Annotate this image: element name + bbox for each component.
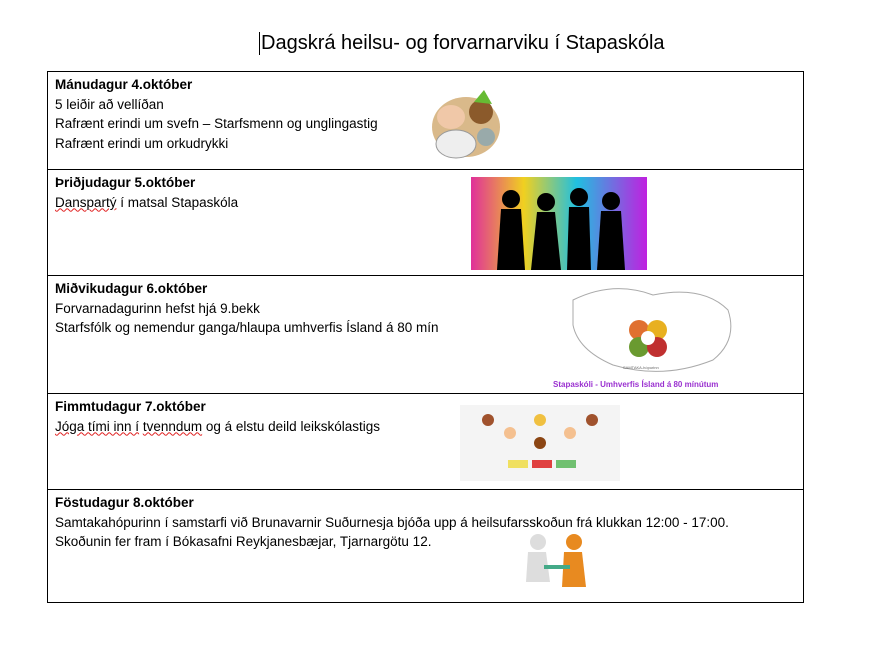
schedule-row-monday [48, 72, 804, 170]
day-heading: Miðvikudagur 6.október [55, 281, 208, 296]
schedule-row-friday [48, 490, 804, 603]
day-heading: Mánudagur 4.október [55, 77, 193, 92]
schedule-row-thursday [48, 394, 804, 490]
document-title: Dagskrá heilsu- og forvarnarviku í Stapaskóla [261, 32, 665, 54]
dance-party-image [471, 177, 647, 270]
schedule-row-tuesday [48, 170, 804, 276]
event-text: Jóga tími inn í [55, 418, 140, 434]
event-text: í matsal Stapaskóla [120, 194, 239, 210]
event-line: Skoðunin fer fram í Bókasafni Reykjanesbæjar, Tjarnargötu 12. [55, 534, 432, 549]
event-line: Rafrænt erindi um svefn – Starfsmenn og unglingastig [55, 116, 378, 131]
day-heading: Föstudagur 8.október [55, 495, 194, 510]
event-line: Starfsfólk og nemendur ganga/hlaupa umhverfis Ísland á 80 mín [55, 320, 439, 335]
map-caption: Stapaskóli - Umhverfis Ísland á 80 mínútum [553, 380, 719, 389]
event-text: tvenndum [142, 418, 203, 434]
event-line: 5 leiðir að vellíðan [55, 96, 164, 112]
event-text: og á elstu deild leikskólastigs [205, 418, 380, 434]
health-check-image [516, 527, 596, 595]
event-text: Danspartý [55, 194, 117, 210]
logo-text: SAMTAKA-hópurinn [623, 365, 659, 370]
schedule-row-wednesday [48, 276, 804, 394]
day-heading: Fimmtudagur 7.október [55, 399, 206, 414]
day-heading: Þriðjudagur 5.október [55, 175, 196, 190]
event-line: Forvarnadagurinn hefst hjá 9.bekk [55, 300, 260, 316]
event-line: Samtakahópurinn í samstarfi við Brunavarnir Suðurnesja bjóða upp á heilsufarsskoðun frá klukkan 12:00 - 17:00. [55, 514, 729, 530]
iceland-map-image [553, 280, 743, 390]
schedule-table [47, 71, 804, 603]
event-line: Rafrænt erindi um orkudrykki [55, 135, 229, 151]
kids-yoga-image [460, 405, 620, 481]
cartoon-dwarfs-image [426, 82, 506, 162]
